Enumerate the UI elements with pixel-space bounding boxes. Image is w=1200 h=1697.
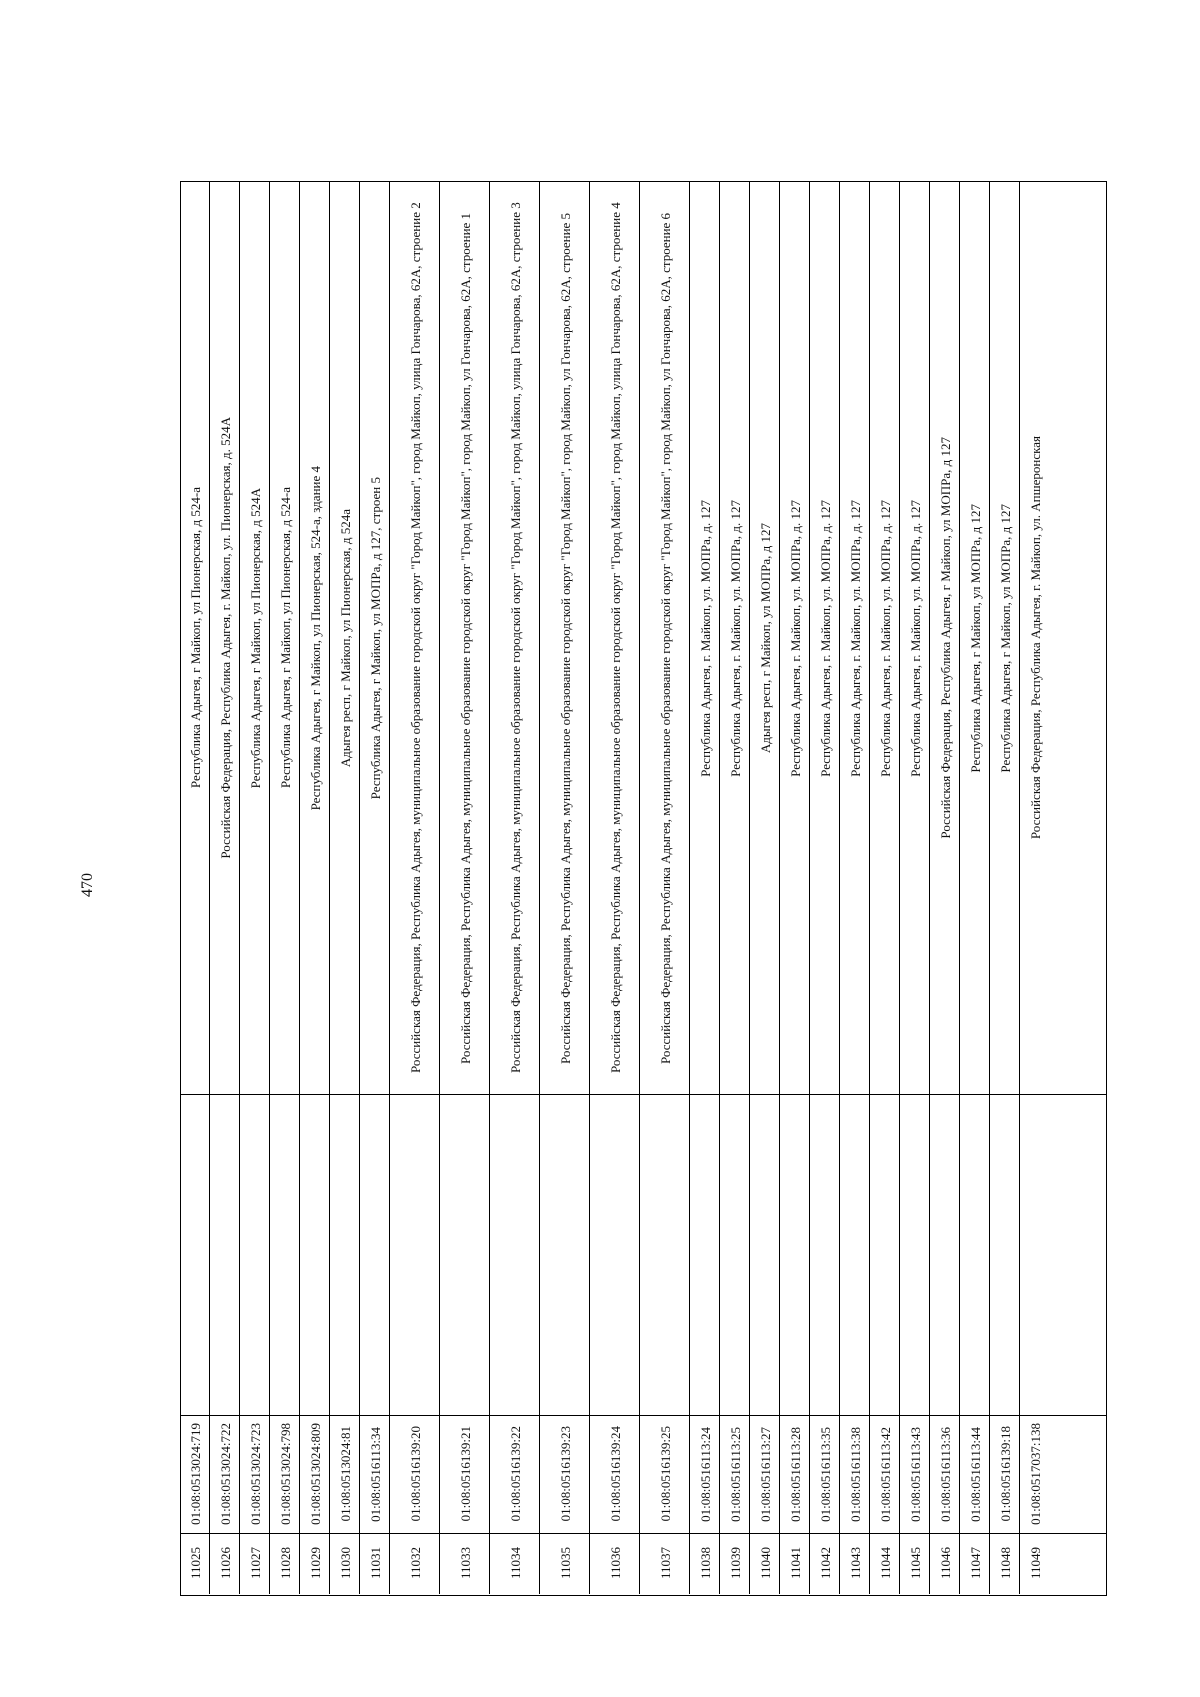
row-number: 11047 (967, 1547, 983, 1580)
cadastral-number: 01:08:0516113:24 (697, 1426, 713, 1522)
row-number: 11031 (367, 1547, 383, 1580)
row-number: 11033 (457, 1547, 473, 1580)
cadastral-number: 01:08:0516139:22 (507, 1426, 523, 1522)
address: Республика Адыгея, г. Майкоп, ул. МОПРа, д. 127 (847, 499, 863, 777)
row-number: 11038 (697, 1547, 713, 1580)
address: Республика Адыгея, г Майкоп, ул Пионерская, д 524-а (187, 487, 203, 789)
table-row (641, 182, 690, 1594)
row-number: 11040 (757, 1547, 773, 1580)
cadastral-number: 01:08:0513024:809 (307, 1423, 323, 1525)
address: Российская Федерация, Республика Адыгея, муниципальное образование городской округ "Город Майкоп", город Майкоп, ул Гончарова, 62А, строение 5 (557, 212, 573, 1064)
cadastral-number: 01:08:0517037:138 (1028, 1423, 1043, 1525)
address: Республика Адыгея, г Майкоп, ул МОПРа, д 127, строен 5 (367, 476, 383, 800)
address: Республика Адыгея, г Майкоп, ул Пионерская, д 524-а (277, 487, 293, 789)
row-number: 11035 (557, 1547, 573, 1580)
band-divider-number (181, 1533, 1106, 1534)
row-number: 11045 (907, 1547, 923, 1580)
table-row (961, 182, 990, 1594)
address: Адыгея респ, г Майкоп, ул МОПРа, д 127 (757, 522, 773, 754)
address: Республика Адыгея, г. Майкоп, ул. МОПРа, д. 127 (697, 499, 713, 777)
row-number: 11049 (1028, 1547, 1043, 1580)
row-number: 11042 (817, 1547, 833, 1580)
row-number: 11029 (307, 1547, 323, 1580)
row-number: 11034 (507, 1547, 523, 1580)
row-number: 11028 (277, 1547, 293, 1580)
cadastral-number: 01:08:0513024:81 (337, 1426, 353, 1522)
address: Российская Федерация, Республика Адыгея, муниципальное образование городской округ "Город Майкоп", город Майкоп, улица Гончарова, 62А, строение 4 (607, 202, 623, 1074)
table-row (781, 182, 810, 1594)
address: Российская Федерация, Республика Адыгея, г. Майкоп, ул. Пионерская, д. 524А (217, 417, 233, 859)
row-number: 11026 (217, 1547, 233, 1580)
page-number: 470 (79, 873, 96, 897)
address: Российская Федерация, Республика Адыгея, муниципальное образование городской округ "Город Майкоп", город Майкоп, ул Гончарова, 62А, строение 6 (657, 212, 673, 1064)
cadastral-number: 01:08:0516139:25 (657, 1426, 673, 1522)
address: Российская Федерация, Республика Адыгея, муниципальное образование городской округ "Город Майкоп", город Майкоп, улица Гончарова, 62А, строение 3 (507, 202, 523, 1074)
address: Республика Адыгея, г Майкоп, ул Пионерская, 524-а, здание 4 (307, 465, 323, 811)
cadastral-number: 01:08:0516113:43 (907, 1426, 923, 1522)
row-number: 11048 (997, 1547, 1013, 1580)
row-number: 11044 (877, 1547, 893, 1580)
cadastral-number: 01:08:0513024:722 (217, 1423, 233, 1525)
address: Российская Федерация, Республика Адыгея, г. Майкоп, ул. Апшеронская (1028, 436, 1043, 840)
address: Российская Федерация, Республика Адыгея, муниципальное образование городской округ "Город Майкоп", город Майкоп, улица Гончарова, 62А, строение 2 (407, 202, 423, 1074)
row-number: 11043 (847, 1547, 863, 1580)
table-row (1021, 182, 1050, 1594)
address: Республика Адыгея, г Майкоп, ул МОПРа, д 127 (967, 503, 983, 773)
row-number: 11032 (407, 1547, 423, 1580)
cadastral-number: 01:08:0516139:20 (407, 1426, 423, 1522)
table-row (721, 182, 750, 1594)
table-row (271, 182, 300, 1594)
table-row (331, 182, 360, 1594)
row-number: 11025 (187, 1547, 203, 1580)
row-number: 11039 (727, 1547, 743, 1580)
table-row (491, 182, 540, 1594)
row-number: 11046 (937, 1547, 953, 1580)
cadastral-number: 01:08:0516113:35 (817, 1426, 833, 1522)
address: Российская Федерация, Республика Адыгея, г Майкоп, ул МОПРа, д 127 (937, 437, 953, 839)
registry-table (180, 181, 1107, 1596)
band-divider-address (181, 1094, 1106, 1095)
table-row (871, 182, 900, 1594)
address: Республика Адыгея, г. Майкоп, ул. МОПРа, д. 127 (727, 499, 743, 777)
table-row (541, 182, 590, 1594)
table-row (841, 182, 870, 1594)
cadastral-number: 01:08:0513024:798 (277, 1423, 293, 1525)
table-row (181, 182, 210, 1594)
table-row (931, 182, 960, 1594)
cadastral-number: 01:08:0516113:28 (787, 1426, 803, 1522)
cadastral-number: 01:08:0516139:23 (557, 1426, 573, 1522)
cadastral-number: 01:08:0513024:723 (247, 1423, 263, 1525)
table-row (901, 182, 930, 1594)
address: Республика Адыгея, г. Майкоп, ул. МОПРа, д. 127 (877, 499, 893, 777)
address: Республика Адыгея, г. Майкоп, ул. МОПРа, д. 127 (817, 499, 833, 777)
address: Адыгея респ, г Майкоп, ул Пионерская, д 524а (337, 508, 353, 768)
cadastral-number: 01:08:0513024:719 (187, 1423, 203, 1525)
table-row (241, 182, 270, 1594)
table-row (301, 182, 330, 1594)
table-row (591, 182, 640, 1594)
address: Республика Адыгея, г. Майкоп, ул. МОПРа, д. 127 (787, 499, 803, 777)
band-divider-cadastral (181, 1415, 1106, 1416)
cadastral-number: 01:08:0516113:38 (847, 1426, 863, 1522)
cadastral-number: 01:08:0516113:34 (367, 1426, 383, 1522)
table-row (811, 182, 840, 1594)
cadastral-number: 01:08:0516113:25 (727, 1426, 743, 1522)
row-number: 11036 (607, 1547, 623, 1580)
address: Республика Адыгея, г Майкоп, ул Пионерская, д 524А (247, 487, 263, 789)
address: Республика Адыгея, г. Майкоп, ул. МОПРа, д. 127 (907, 499, 923, 777)
table-row (691, 182, 720, 1594)
table-row (991, 182, 1020, 1594)
cadastral-number: 01:08:0516113:42 (877, 1426, 893, 1522)
table-row (751, 182, 780, 1594)
row-number: 11027 (247, 1547, 263, 1580)
table-row (441, 182, 490, 1594)
address: Республика Адыгея, г Майкоп, ул МОПРа, д 127 (997, 503, 1013, 773)
table-row (211, 182, 240, 1594)
address: Российская Федерация, Республика Адыгея, муниципальное образование городской округ "Город Майкоп", город Майкоп, ул Гончарова, 62А, строение 1 (457, 212, 473, 1064)
cadastral-number: 01:08:0516139:24 (607, 1426, 623, 1522)
row-number: 11037 (657, 1547, 673, 1580)
cadastral-number: 01:08:0516113:27 (757, 1426, 773, 1522)
table-row (391, 182, 440, 1594)
row-number: 11030 (337, 1547, 353, 1580)
cadastral-number: 01:08:0516113:36 (937, 1426, 953, 1522)
cadastral-number: 01:08:0516113:44 (967, 1426, 983, 1522)
cadastral-number: 01:08:0516139:21 (457, 1426, 473, 1522)
cadastral-number: 01:08:0516139:18 (997, 1426, 1013, 1522)
table-row (361, 182, 390, 1594)
row-number: 11041 (787, 1547, 803, 1580)
